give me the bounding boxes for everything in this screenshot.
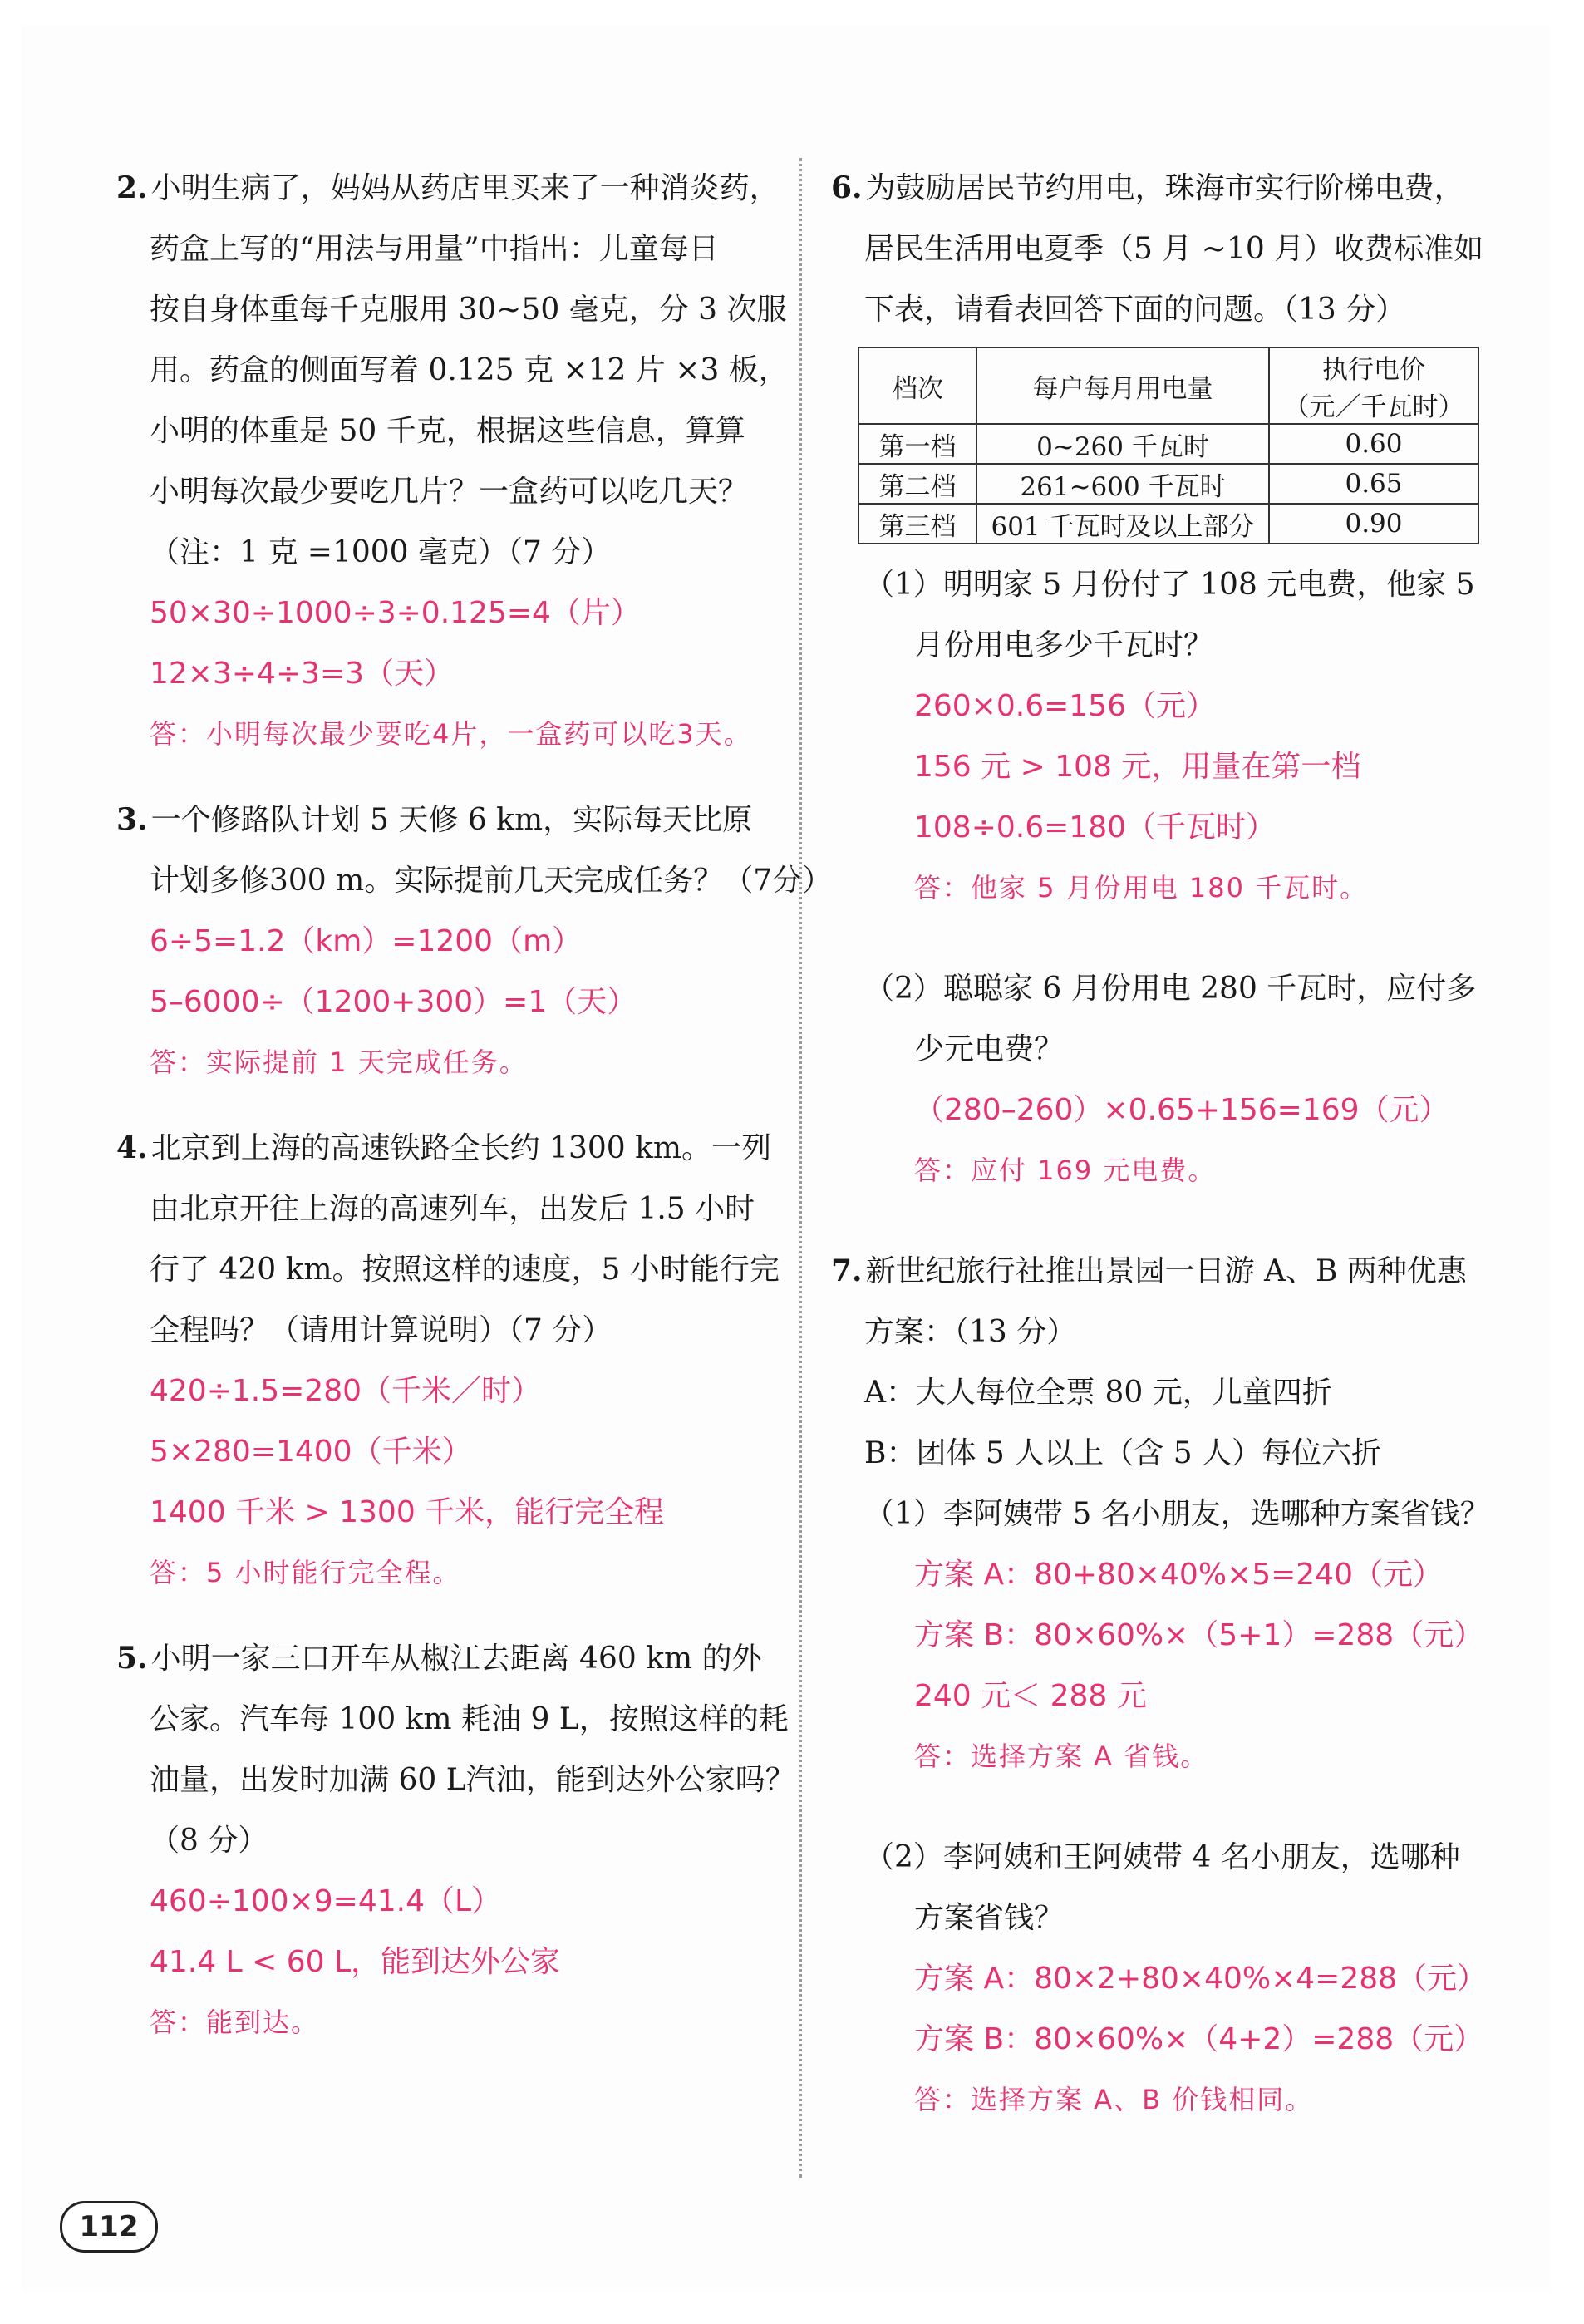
question-text: 行了 420 km。按照这样的速度，5 小时能行完 — [150, 1253, 780, 1287]
page-number: 112 — [60, 2201, 158, 2253]
answer-line: 5×280=1400（千米） — [150, 1435, 472, 1469]
table-cell: 0~260 千瓦时 — [976, 424, 1269, 464]
answer-line: 方案 A：80×2+80×40%×4=288（元） — [914, 1962, 1488, 1996]
table-cell: 0.60 — [1269, 424, 1478, 464]
question-text: 药盒上写的“用法与用量”中指出：儿童每日 — [150, 232, 719, 266]
question-text: 2. 小明生病了，妈妈从药店里买来了一种消炎药， — [116, 170, 780, 205]
answer-conclusion: 答：5 小时能行完全程。 — [150, 1557, 461, 1588]
question-text: 3. 一个修路队计划 5 天修 6 km，实际每天比原 — [116, 802, 753, 837]
question-text: 用。药盒的侧面写着 0.125 克 ×12 片 ×3 板， — [150, 353, 789, 387]
question-number: 5. — [116, 1641, 148, 1676]
table-row — [858, 424, 1478, 464]
answer-conclusion: 答：他家 5 月份用电 180 千瓦时。 — [914, 872, 1369, 904]
table-cell: 0.65 — [1269, 464, 1478, 504]
table-header: 执行电价 （元／千瓦时） — [1269, 347, 1478, 424]
question-text: 5. 小明一家三口开车从椒江去距离 460 km 的外 — [116, 1641, 762, 1676]
table-header: 每户每月用电量 — [976, 347, 1269, 424]
table-row — [858, 504, 1478, 544]
table-row — [858, 464, 1478, 504]
question-text: B：团体 5 人以上（含 5 人）每位六折 — [864, 1436, 1382, 1470]
answer-conclusion: 答：小明每次最少要吃4片，一盒药可以吃3天。 — [150, 718, 752, 750]
answer-line: 420÷1.5=280（千米／时） — [150, 1374, 542, 1408]
table-cell: 第二档 — [858, 464, 976, 504]
subquestion-text: （1）明明家 5 月份付了 108 元电费，他家 5 — [864, 568, 1475, 602]
question-text: 油量，出发时加满 60 L汽油，能到达外公家吗？ — [150, 1763, 795, 1797]
answer-conclusion: 答：能到达。 — [150, 2006, 320, 2038]
question-number: 4. — [116, 1130, 148, 1165]
question-text: 小明每次最少要吃几片？一盒药可以吃几天？ — [150, 475, 749, 509]
right-column — [831, 158, 1513, 2130]
question-5 — [116, 1628, 798, 2053]
question-text: A：大人每位全票 80 元，儿童四折 — [864, 1376, 1332, 1410]
answer-conclusion: 答：选择方案 A 省钱。 — [914, 1741, 1209, 1772]
question-number: 7. — [831, 1253, 863, 1288]
answer-line: 5–6000÷（1200+300）=1（天） — [150, 985, 637, 1019]
answer-line: 156 元 > 108 元，用量在第一档 — [914, 750, 1361, 784]
question-text: 按自身体重每千克服用 30~50 毫克，分 3 次服 — [150, 293, 787, 327]
question-number: 6. — [831, 170, 863, 205]
question-text: 居民生活用电夏季（5 月 ~10 月）收费标准如 — [864, 232, 1484, 266]
question-text: 下表，请看表回答下面的问题。（13 分） — [864, 293, 1406, 327]
subquestion-text: （2）李阿姨和王阿姨带 4 名小朋友，选哪种 — [864, 1840, 1460, 1874]
answer-line: 方案 B：80×60%×（5+1）=288（元） — [914, 1618, 1484, 1652]
table-cell: 261~600 千瓦时 — [976, 464, 1269, 504]
answer-conclusion: 答：应付 169 元电费。 — [914, 1155, 1217, 1186]
answer-line: 方案 A：80+80×40%×5=240（元） — [914, 1558, 1443, 1592]
answer-conclusion: 答：选择方案 A、B 价钱相同。 — [914, 2084, 1314, 2115]
subquestion-text: 少元电费？ — [914, 1032, 1065, 1066]
question-text: 方案：（13 分） — [864, 1315, 1077, 1349]
subquestion-text: 月份用电多少千瓦时？ — [914, 628, 1214, 662]
question-text: 4. 北京到上海的高速铁路全长约 1300 km。一列 — [116, 1130, 772, 1165]
answer-line: 50×30÷1000÷3÷0.125=4（片） — [150, 596, 641, 630]
question-6 — [831, 158, 1513, 1201]
answer-line: 108÷0.6=180（千瓦时） — [914, 810, 1277, 844]
table-cell: 601 千瓦时及以上部分 — [976, 504, 1269, 544]
question-text: 由北京开往上海的高速列车，出发后 1.5 小时 — [150, 1192, 755, 1226]
question-text: 计划多修300 m。实际提前几天完成任务？（7分） — [150, 864, 833, 898]
price-table — [858, 347, 1479, 544]
table-cell: 第三档 — [858, 504, 976, 544]
answer-line: （280–260）×0.65+156=169（元） — [914, 1093, 1449, 1127]
subquestion-text: （1）李阿姨带 5 名小朋友，选哪种方案省钱？ — [864, 1497, 1490, 1531]
question-2 — [116, 158, 798, 765]
question-text: （8 分） — [150, 1824, 268, 1858]
question-number: 3. — [116, 802, 148, 837]
question-text: 7. 新世纪旅行社推出景园一日游 A、B 两种优惠 — [831, 1253, 1467, 1288]
question-text: （注：1 克 =1000 毫克）（7 分） — [150, 535, 612, 569]
question-number: 2. — [116, 170, 148, 205]
table-header: 档次 — [858, 347, 976, 424]
answer-line: 240 元＜ 288 元 — [914, 1679, 1147, 1713]
question-text: 小明的体重是 50 千克，根据这些信息，算算 — [150, 414, 745, 448]
answer-line: 460÷100×9=41.4（L） — [150, 1884, 502, 1918]
answer-conclusion: 答：实际提前 1 天完成任务。 — [150, 1046, 528, 1078]
question-3 — [116, 790, 833, 1093]
table-cell: 0.90 — [1269, 504, 1478, 544]
column-divider — [799, 158, 802, 2178]
question-text: 公家。汽车每 100 km 耗油 9 L，按照这样的耗 — [150, 1702, 789, 1736]
table-cell: 第一档 — [858, 424, 976, 464]
table-header-row — [858, 347, 1478, 424]
answer-line: 41.4 L < 60 L，能到达外公家 — [150, 1945, 561, 1979]
answer-line: 1400 千米 > 1300 千米，能行完全程 — [150, 1495, 665, 1529]
answer-line: 6÷5=1.2（km）=1200（m） — [150, 924, 583, 958]
question-text: 6. 为鼓励居民节约用电，珠海市实行阶梯电费， — [831, 170, 1464, 205]
answer-line: 方案 B：80×60%×（4+2）=288（元） — [914, 2022, 1484, 2056]
question-7 — [831, 1241, 1513, 2130]
subquestion-text: （2）聪聪家 6 月份用电 280 千瓦时，应付多 — [864, 972, 1477, 1006]
left-column — [116, 158, 833, 2053]
answer-line: 260×0.6=156（元） — [914, 689, 1217, 723]
question-text: 全程吗？（请用计算说明）（7 分） — [150, 1313, 612, 1347]
answer-line: 12×3÷4÷3=3（天） — [150, 657, 455, 691]
subquestion-text: 方案省钱？ — [914, 1901, 1065, 1935]
question-4 — [116, 1118, 798, 1603]
